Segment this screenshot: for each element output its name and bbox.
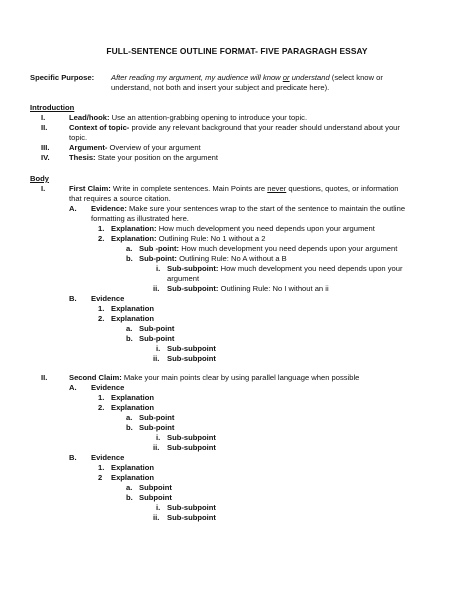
c2b-expl-2: Explanation (111, 473, 155, 482)
intro-item-2-text: provide any relevant background that your reader should understand about your (129, 123, 400, 132)
c1-subsub-1-num: i. (156, 264, 161, 273)
intro-item-3-text: Overview of your argument (107, 143, 201, 152)
c1-subsub-1 (167, 264, 403, 273)
c2-evidence-b-num: B. (69, 453, 77, 462)
c1-expl-1-label: Explanation: (111, 224, 157, 233)
c2b-sub-b-num: b. (126, 493, 133, 502)
intro-num-1: I. (41, 113, 46, 122)
intro-item-1-label: Lead/hook: (69, 113, 110, 122)
c1-expl-2-text: Outlining Rule: No 1 without a 2 (156, 234, 266, 243)
c1-expl-2-label: Explanation: (111, 234, 157, 243)
claim-1-text-2: questions, quotes, or information (286, 184, 399, 193)
c2b-sub-a: Subpoint (139, 483, 172, 492)
purpose-text (111, 73, 383, 82)
purpose-italic-2: understand (291, 73, 330, 82)
c1-evidence-b-num: B. (69, 294, 77, 303)
c1-sub-b-label: Sub-point: (139, 254, 177, 263)
c1-subsub-1-label: Sub-subpoint: (167, 264, 219, 273)
c1-sub-b-num: b. (126, 254, 133, 263)
c1b-expl-2-num: 2. (98, 314, 105, 323)
c2a-expl-1: Explanation (111, 393, 155, 402)
purpose-italic-1: After reading my argument, my audience will know (111, 73, 281, 82)
purpose-line-2: understand, not both and insert your subject and predicate here). (111, 83, 330, 92)
c1-subsub-2 (167, 284, 329, 293)
intro-item-4-label: Thesis: (69, 153, 96, 162)
intro-item-2 (69, 123, 400, 132)
c1b-sub-a: Sub-point (139, 324, 175, 333)
c2-evidence-a-num: A. (69, 383, 77, 392)
c2-evidence-b: Evidence (91, 453, 125, 462)
claim-1-num: I. (41, 184, 46, 193)
intro-item-4-text: State your position on the argument (95, 153, 219, 162)
c1-subsub-1-text: How much development you need depends upon your (218, 264, 403, 273)
c2a-expl-2-num: 2. (98, 403, 105, 412)
c2a-sub-b-num: b. (126, 423, 133, 432)
claim-1 (69, 184, 399, 193)
claim-1-text-1: Write in complete sentences. Main Points are (110, 184, 268, 193)
c1b-expl-1: Explanation (111, 304, 155, 313)
c2b-sub-a-num: a. (126, 483, 133, 492)
c1b-expl-1-num: 1. (98, 304, 105, 313)
c2b-subsub-1: Sub-subpoint (167, 503, 216, 512)
intro-item-2-cont: topic. (69, 133, 88, 142)
c2-evidence-a: Evidence (91, 383, 125, 392)
c1-evidence-a (91, 204, 405, 213)
intro-item-1 (69, 113, 307, 122)
introduction-heading: Introduction (30, 103, 75, 112)
intro-num-3: III. (41, 143, 50, 152)
purpose-rest: (select know or (329, 73, 383, 82)
c1-evidence-a-cont: formatting as illustrated here. (91, 214, 189, 223)
c1-expl-2-num: 2. (98, 234, 105, 243)
claim-2-num: II. (41, 373, 48, 382)
c2b-subsub-2-num: ii. (153, 513, 160, 522)
c1-evidence-b: Evidence (91, 294, 125, 303)
c2a-sub-b: Sub-point (139, 423, 175, 432)
intro-num-2: II. (41, 123, 48, 132)
c1-subsub-1-cont: argument (167, 274, 200, 283)
c1b-subsub-2-num: ii. (153, 354, 160, 363)
c2a-expl-1-num: 1. (98, 393, 105, 402)
c1b-subsub-1-num: i. (156, 344, 161, 353)
purpose-or: or (282, 73, 290, 82)
c1-sub-a (139, 244, 397, 253)
c1b-sub-a-num: a. (126, 324, 133, 333)
c2b-subsub-1-num: i. (156, 503, 161, 512)
c1-sub-b-text: Outlining Rule: No A without a B (176, 254, 287, 263)
claim-2 (69, 373, 359, 382)
document-title: FULL-SENTENCE OUTLINE FORMAT- FIVE PARAGRAGH ESSAY (106, 46, 368, 56)
c1-sub-a-label: Sub -point: (139, 244, 180, 253)
claim-1-cont: that requires a source citation. (69, 194, 171, 203)
c2a-sub-a-num: a. (126, 413, 133, 422)
c1-sub-b (139, 254, 287, 263)
claim-2-label: Second Claim: (69, 373, 122, 382)
c2b-subsub-2: Sub-subpoint (167, 513, 216, 522)
claim-1-label: First Claim: (69, 184, 111, 193)
c2a-subsub-2-num: ii. (153, 443, 160, 452)
c2b-expl-2-num: 2 (98, 473, 103, 482)
body-heading: Body (30, 174, 49, 183)
c1-evidence-a-label: Evidence: (91, 204, 127, 213)
claim-1-never: never (267, 184, 287, 193)
c2b-sub-b: Subpoint (139, 493, 172, 502)
c1-evidence-a-num: A. (69, 204, 77, 213)
c1b-sub-b-num: b. (126, 334, 133, 343)
intro-item-3 (69, 143, 201, 152)
c1-subsub-2-num: ii. (153, 284, 160, 293)
intro-item-4 (69, 153, 218, 162)
c1-subsub-2-label: Sub-subpoint: (167, 284, 219, 293)
c2a-subsub-1: Sub-subpoint (167, 433, 216, 442)
c2b-expl-1: Explanation (111, 463, 155, 472)
c2a-expl-2: Explanation (111, 403, 155, 412)
c1b-sub-b: Sub-point (139, 334, 175, 343)
c1-sub-a-text: How much development you need depends upon your argument (179, 244, 398, 253)
intro-item-3-label: Argument- (69, 143, 108, 152)
c1-expl-1-text: How much development you need depends upon your argument (156, 224, 375, 233)
c1-evidence-a-text: Make sure your sentences wrap to the start of the sentence to maintain the outline (126, 204, 406, 213)
c1-expl-1 (111, 224, 375, 233)
c1b-subsub-2: Sub-subpoint (167, 354, 216, 363)
c1-expl-1-num: 1. (98, 224, 105, 233)
intro-item-2-label: Context of topic- (69, 123, 130, 132)
c2b-expl-1-num: 1. (98, 463, 105, 472)
c1-expl-2 (111, 234, 265, 243)
c2a-subsub-1-num: i. (156, 433, 161, 442)
intro-item-1-text: Use an attention-grabbing opening to introduce your topic. (109, 113, 308, 122)
c1-subsub-2-text: Outlining Rule: No I without an ii (218, 284, 329, 293)
c1b-expl-2: Explanation (111, 314, 155, 323)
purpose-label: Specific Purpose: (30, 73, 95, 82)
c1-sub-a-num: a. (126, 244, 133, 253)
c2a-subsub-2: Sub-subpoint (167, 443, 216, 452)
c1b-subsub-1: Sub-subpoint (167, 344, 216, 353)
claim-2-text: Make your main points clear by using parallel language when possible (121, 373, 360, 382)
intro-num-4: IV. (41, 153, 50, 162)
c2a-sub-a: Sub-point (139, 413, 175, 422)
